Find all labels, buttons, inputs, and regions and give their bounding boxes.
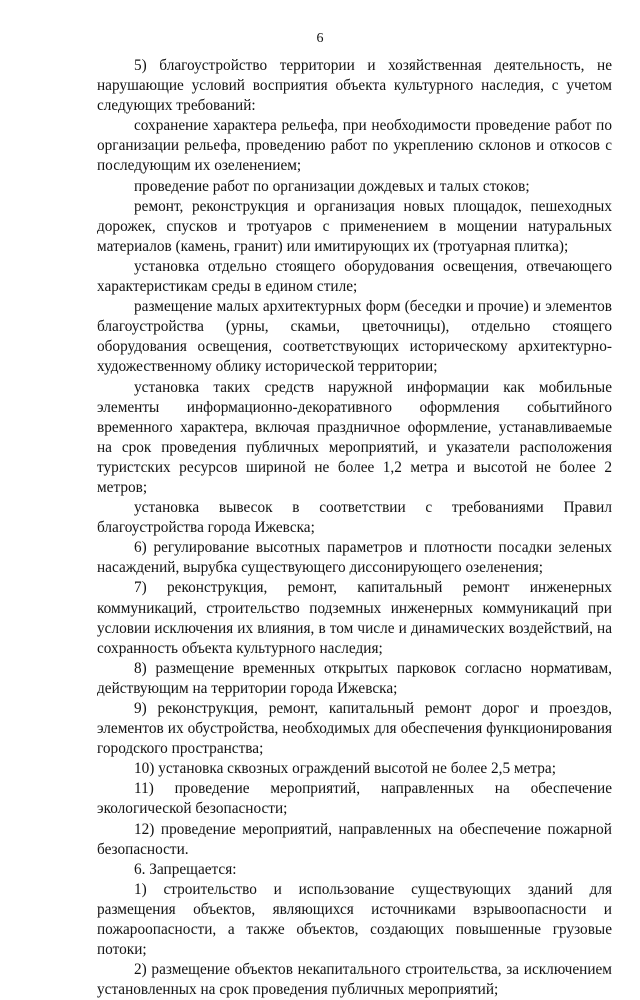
paragraph-item-8: 8) размещение временных открытых парковок согласно нормативам, действующим на территории города Ижевска; bbox=[97, 659, 612, 697]
paragraph-paths: ремонт, реконструкция и организация новых площадок, пешеходных дорожек, спусков и тротуаров с применением в мощении натуральных материалов (камень, гранит) или имитирующих их (тротуарная плитка); bbox=[97, 197, 612, 255]
document-body bbox=[97, 56, 612, 1000]
paragraph-item-11: 11) проведение мероприятий, направленных на обеспечение экологической безопасности; bbox=[97, 780, 612, 818]
paragraph-item-10: 10) установка сквозных ограждений высотой не более 2,5 метра; bbox=[134, 760, 556, 778]
paragraph-item-6: 6) регулирование высотных параметров и плотности посадки зеленых насаждений, вырубка существующего диссонирующего озеленения; bbox=[97, 539, 612, 577]
paragraph-item-9: 9) реконструкция, ремонт, капитальный ремонт дорог и проездов, элементов их обустройства, необходимых для обеспечения функционирования городского пространства; bbox=[97, 700, 612, 758]
page-number: 6 bbox=[316, 31, 324, 46]
paragraph-signage: установка вывесок в соответствии с требованиями Правил благоустройства города Ижевска; bbox=[97, 499, 612, 537]
paragraph-small-forms: размещение малых архитектурных форм (беседки и прочие) и элементов благоустройства (урны, скамьи, цветочницы), отдельно стоящего оборудования освещения, соответствующих историческому архитектурно-художественному облику исторической территории; bbox=[97, 298, 612, 376]
section-heading-prohibited: 6. Запрещается: bbox=[134, 860, 237, 878]
paragraph-outdoor-info: установка таких средств наружной информации как мобильные элементы информационно-декоративного оформления событийного временного характера, включая праздничное оформление, устанавливаемые на срок проведения публичных мероприятий, и указатели расположения туристских ресурсов шириной не более 1,2 метра и высотой не более 2 метров; bbox=[97, 378, 612, 496]
paragraph-lighting: установка отдельно стоящего оборудования освещения, отвечающего характеристикам среды в едином стиле; bbox=[97, 257, 612, 296]
paragraph-prohibited-1: 1) строительство и использование существующих зданий для размещения объектов, являющихся источниками взрывоопасности и пожароопасности, а также объектов, создающих повышенные грузовые потоки; bbox=[97, 880, 612, 959]
paragraph-relief: сохранение характера рельефа, при необходимости проведение работ по организации рельефа, проведению работ по укреплению склонов и откосов с последующим их озеленением; bbox=[97, 117, 612, 175]
paragraph-prohibited-2: 2) размещение объектов некапитального строительства, за исключением установленных на срок проведения публичных мероприятий; bbox=[97, 961, 612, 999]
paragraph-item-7: 7) реконструкция, ремонт, капитальный ремонт инженерных коммуникаций, строительство подземных инженерных коммуникаций при условии исключения их влияния, в том числе и динамических воздействий, на сохранность объекта культурного наследия; bbox=[97, 579, 612, 657]
paragraph-drainage: проведение работ по организации дождевых и талых стоков; bbox=[134, 177, 530, 195]
paragraph-item-12: 12) проведение мероприятий, направленных на обеспечение пожарной безопасности. bbox=[97, 820, 612, 858]
paragraph-item-5: 5) благоустройство территории и хозяйственная деятельность, не нарушающие условий восприятия объекта культурного наследия, с учетом следующих требований: bbox=[97, 57, 612, 115]
